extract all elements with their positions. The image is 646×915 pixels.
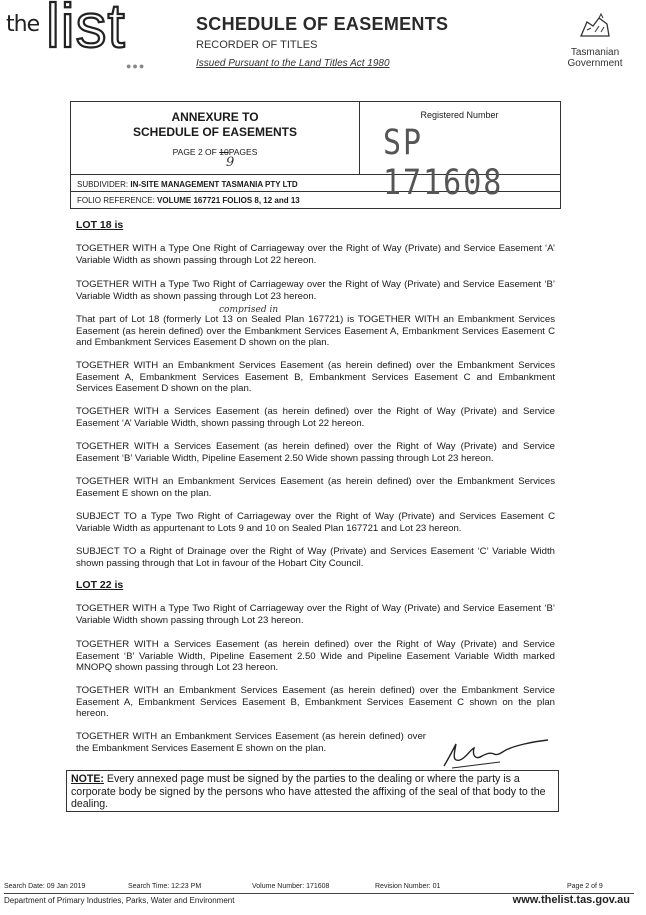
signature-icon [440,736,552,772]
website-url[interactable]: www.thelist.tas.gov.au [512,894,630,906]
document-subtitle: RECORDER OF TITLES [196,39,318,51]
logo-list-text: list [46,0,126,61]
note-text: Every annexed page must be signed by the parties to the dealing or where the party is a corporate body be signed by the persons who have attested the affixing of the seal of that body to the dealing. [71,773,546,810]
folio-reference: FOLIO REFERENCE: VOLUME 167721 FOLIOS 8, 12 and 13 [77,196,300,205]
issued-statement: Issued Pursuant to the Land Titles Act 1980 [196,58,390,69]
lot22-paragraph: TOGETHER WITH an Embankment Services Easement (as herein defined) over the Embankment Services Easement E shown on the plan. [76,731,426,754]
lot22-heading: LOT 22 is [76,579,124,591]
subdivider: SUBDIVIDER: IN-SITE MANAGEMENT TASMANIA PTY LTD [77,180,298,189]
search-time: Search Time: 12:23 PM [128,883,202,890]
document-title: SCHEDULE OF EASEMENTS [196,14,449,34]
annexure-title: ANNEXURE TO SCHEDULE OF EASEMENTS [132,110,297,139]
annexure-page-count: PAGE 2 OF 10PAGES [172,147,258,157]
registered-number-label: Registered Number [420,110,499,120]
department-name: Department of Primary Industries, Parks, Water and Environment [4,896,235,905]
gov-line-2: Government [567,58,623,69]
lot22-paragraph: TOGETHER WITH an Embankment Services Easement (as herein defined) over the Embankment Service Easement A, Embankment Services Easement B, Embankment Services Easement C shown on the plan hereon. [76,685,555,720]
lot18-paragraph: TOGETHER WITH an Embankment Services Easement (as herein defined) over the Embankment Services Easement A, Embankment Services Easement B, Embankment Services Easement C and Embankment Services Easement D shown on the plan. [76,360,555,395]
annexure-box [70,101,561,209]
page-indicator: Page 2 of 9 [567,883,603,890]
lot18-paragraph: SUBJECT TO a Right of Drainage over the Right of Way (Private) and Services Easement ‘C’ Variable Width shown passing through that Lot in favour of the Hobart City Council. [76,546,555,569]
lot18-paragraph: That part of Lot 18 (formerly Lot 13 on Sealed Plan 167721) is TOGETHER WITH an Embankment Services Easement (as herein defined) over the Embankment Services Easement A, Embankment Services Easement C and Embankment Services Easement D shown on the plan. [76,314,555,349]
volume-number: Volume Number: 171608 [252,883,330,890]
note-box [66,770,559,812]
lot18-paragraph: TOGETHER WITH a Type One Right of Carriageway over the Right of Way (Private) and Service Easement ‘A’ Variable Width as shown passing through Lot 22 hereon. [76,243,555,266]
note-label: NOTE: [71,773,104,785]
tasmanian-government-logo [560,12,630,69]
lot18-paragraph: TOGETHER WITH an Embankment Services Easement (as herein defined) over the Embankment Services Easement E shown on the plan. [76,476,555,499]
lot18-paragraph: TOGETHER WITH a Services Easement (as herein defined) over the Right of Way (Private) and Service Easement ‘A’ Variable Width, shown passing through Lot 22 hereon. [76,406,555,429]
tasmanian-tiger-icon [577,12,613,42]
page-count-struck: 10 [219,147,229,157]
gov-line-1: Tasmanian [570,47,620,58]
registered-number: SP 171608 [383,122,504,204]
lot18-paragraph: TOGETHER WITH a Services Easement (as herein defined) over the Right of Way (Private) and Service Easement ‘B’ Variable Width, Pipeline Easement 2.50 Wide shown passing through Lot 23 hereon. [76,441,555,464]
page-count-handwritten: 9 [226,155,235,170]
lot18-paragraph: SUBJECT TO a Type Two Right of Carriageway over the Right of Way (Private) and Services Easement C Variable Width as appurtenant to Lots 9 and 10 on Sealed Plan 167721 and Lot 23 hereon. [76,511,555,534]
lot22-paragraph: TOGETHER WITH a Services Easement (as herein defined) over the Right of Way (Private) and Service Easement ‘B’ Variable Width, Pipeline Easement 2.50 Wide and Pipeline Easement Variable Width marked MNOPQ shown passing through Lot 23 hereon. [76,639,555,674]
thelist-logo [6,0,154,71]
lot22-paragraph: TOGETHER WITH a Type Two Right of Carriageway over the Right of Way (Private) and Service Easement ‘B’ Variable Width shown passing through Lot 23 hereon. [76,603,555,626]
lot18-heading: LOT 18 is [76,219,124,231]
revision-number: Revision Number: 01 [375,883,441,890]
lot18-paragraph: TOGETHER WITH a Type Two Right of Carriageway over the Right of Way (Private) and Service Easement ‘B’ Variable Width as shown passing through Lot 23 hereon. [76,279,555,302]
logo-dots: ●●● [126,61,146,71]
logo-the-text: the [6,12,40,37]
search-date: Search Date: 09 Jan 2019 [4,883,86,890]
handwritten-annotation: comprised in [219,305,279,315]
